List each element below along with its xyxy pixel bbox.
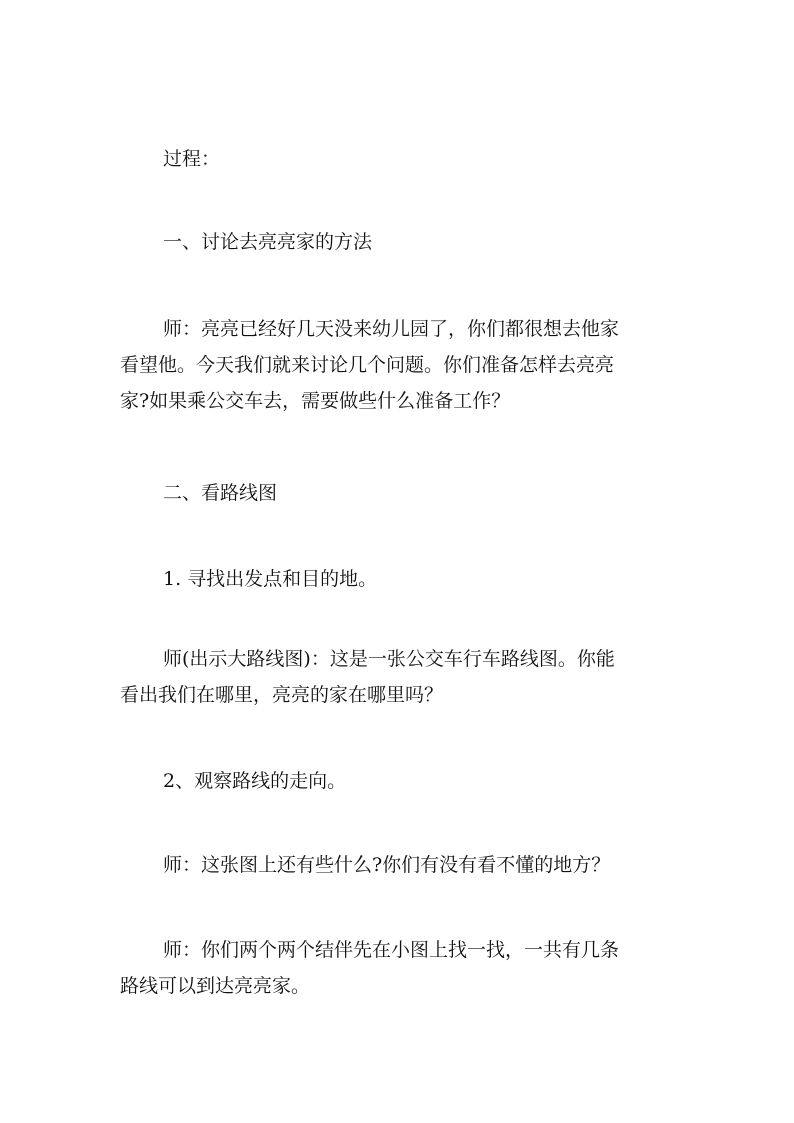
step-observe-route bbox=[120, 763, 680, 799]
section-heading-route-map bbox=[120, 475, 680, 511]
section-heading-discuss-method bbox=[120, 224, 680, 260]
text-line: 二、看路线图 bbox=[163, 482, 278, 504]
paragraph-teacher-pair-work bbox=[120, 932, 680, 1004]
text-line: 师：这张图上还有些什么?你们有没有看不懂的地方？ bbox=[163, 854, 611, 876]
section-heading-process bbox=[120, 141, 680, 177]
text-line: 看望他。今天我们就来讨论几个问题。你们准备怎样去亮亮 bbox=[120, 354, 615, 376]
paragraph-teacher-show-map bbox=[120, 641, 680, 713]
text-line: 一、讨论去亮亮家的方法 bbox=[163, 231, 373, 253]
text-line: 师：你们两个两个结伴先在小图上找一找，一共有几条 bbox=[163, 939, 620, 961]
text-line: 过程： bbox=[163, 148, 221, 170]
text-line: 路线可以到达亮亮家。 bbox=[120, 975, 311, 997]
paragraph-teacher-question bbox=[120, 847, 680, 883]
text-line: 1. 寻找出发点和目的地。 bbox=[163, 568, 378, 590]
text-line: 2、观察路线的走向。 bbox=[163, 770, 347, 792]
text-line: 家?如果乘公交车去，需要做些什么准备工作？ bbox=[120, 390, 511, 412]
text-line: 看出我们在哪里，亮亮的家在哪里吗？ bbox=[120, 684, 444, 706]
text-line: 师(出示大路线图)：这是一张公交车行车路线图。你能 bbox=[163, 648, 615, 670]
step-find-start-destination bbox=[120, 561, 680, 597]
text-line: 师：亮亮已经好几天没来幼儿园了，你们都很想去他家 bbox=[163, 318, 620, 340]
paragraph-teacher-intro bbox=[120, 311, 680, 419]
